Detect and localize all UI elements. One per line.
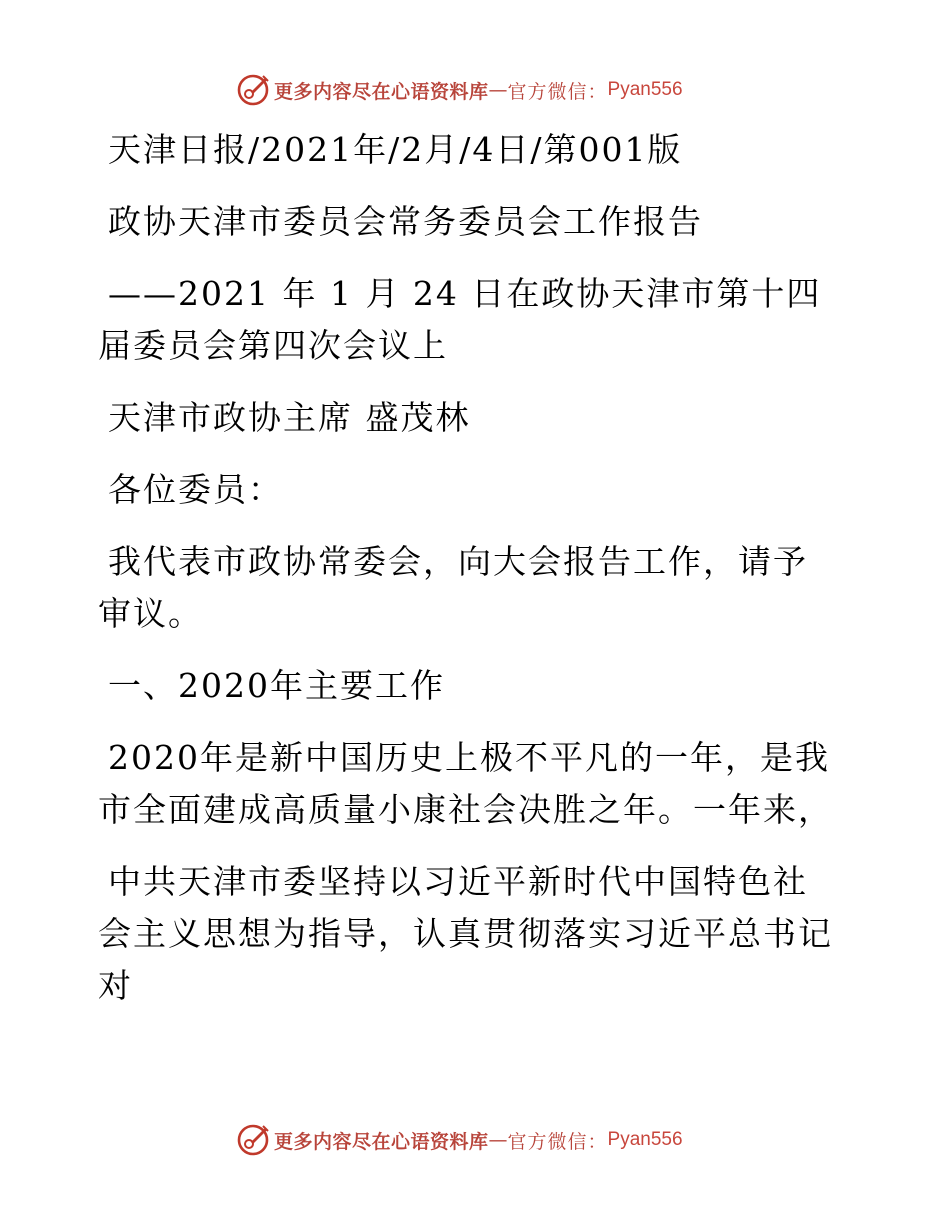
watermark-wechat-id: Pyan556 bbox=[607, 79, 683, 100]
watermark-wechat-label: 官方微信： bbox=[507, 1130, 608, 1153]
report-author: 天津市政协主席 盛茂林 bbox=[108, 398, 471, 437]
body-paragraph: 我代表市政协常委会，向大会报告工作，请予审议。 bbox=[98, 542, 808, 633]
brush-logo-icon bbox=[236, 1123, 270, 1157]
watermark-wechat-label: 官方微信： bbox=[507, 80, 608, 103]
report-subtitle: ——2021 年 1 月 24 日在政协天津市第十四届委员会第四次会议上 bbox=[98, 274, 822, 365]
salutation: 各位委员： bbox=[108, 470, 283, 509]
watermark-text: 更多内容尽在心语资料库 bbox=[274, 80, 489, 103]
watermark-dash: — bbox=[488, 79, 508, 101]
watermark-dash: — bbox=[488, 1129, 508, 1151]
section-heading: 一、2020年主要工作 bbox=[108, 666, 445, 705]
report-title: 政协天津市委员会常务委员会工作报告 bbox=[108, 202, 703, 241]
document-body bbox=[98, 124, 838, 1032]
newspaper-source-line: 天津日报/2021年/2月/4日/第001版 bbox=[108, 130, 683, 169]
brush-logo-icon bbox=[236, 73, 270, 107]
watermark-header bbox=[236, 72, 683, 108]
watermark-footer bbox=[236, 1122, 683, 1158]
body-paragraph: 中共天津市委坚持以习近平新时代中国特色社会主义思想为指导，认真贯彻落实习近平总书记对 bbox=[98, 862, 833, 1005]
watermark-text: 更多内容尽在心语资料库 bbox=[274, 1130, 489, 1153]
watermark-wechat-id: Pyan556 bbox=[607, 1129, 683, 1150]
body-paragraph: 2020年是新中国历史上极不平凡的一年，是我市全面建成高质量小康社会决胜之年。一年来， bbox=[98, 738, 833, 829]
